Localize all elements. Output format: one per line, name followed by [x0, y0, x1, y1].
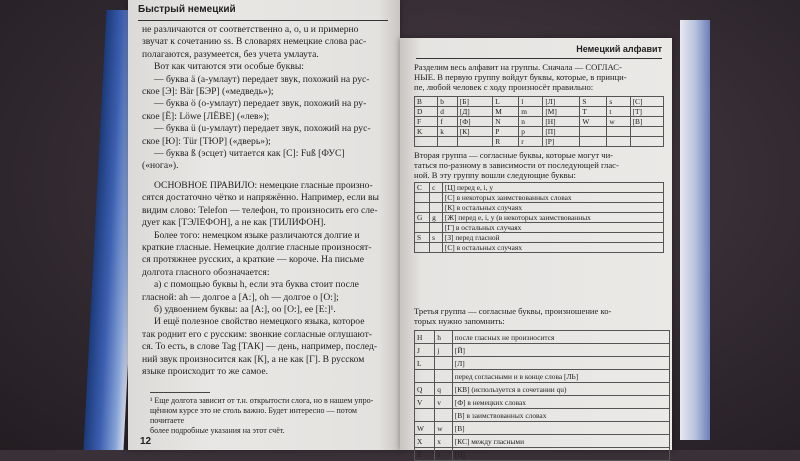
table-row — [415, 448, 670, 461]
table-cell: s — [430, 233, 443, 243]
table-row — [415, 370, 670, 383]
table-cell: [КВ] (используется в сочетании qu) — [452, 383, 669, 396]
table-cell: x — [435, 435, 452, 448]
table-row — [415, 183, 664, 193]
text-line: ся. То есть, в слове Tag [ТАК] — день, например, послед- — [142, 341, 378, 353]
text-line: Вторая группа — согласные буквы, которые могут чи- — [414, 150, 614, 160]
table-cell: g — [430, 213, 443, 223]
table-cell: H — [415, 331, 435, 344]
text-line: краткие гласные. Немецкие долгие гласные произносят- — [142, 242, 372, 254]
table-row — [415, 233, 664, 243]
text-line: пе, любой человек с ходу произносёт правильно: — [414, 82, 594, 92]
table-cell — [415, 193, 430, 203]
text-line: полагаются, разумеется, без учета умлаута. — [142, 48, 319, 60]
table-cell: q — [435, 383, 452, 396]
text-line: ся протяжнее русских, а краткие — короче. На письме — [142, 254, 364, 266]
table-cell: h — [435, 331, 452, 344]
table-row — [415, 203, 664, 213]
text-line: Третья группа — согласные буквы, произношение ко- — [414, 306, 612, 316]
text-line: видим слово: Telefon — телефон, то произносить его сле- — [142, 204, 378, 216]
text-line: — буква ß (эсцет) читается как [С]: Fuß [ФУС] — [154, 148, 345, 160]
table-cell: [Д] — [457, 107, 492, 117]
table-cell: [Ц] перед e, i, y — [442, 183, 663, 193]
table-cell — [415, 243, 430, 253]
table-cell: w — [435, 422, 452, 435]
text-line: И ещё полезное свойство немецкого языка, которое — [154, 316, 365, 328]
table-cell: [Л] — [452, 357, 669, 370]
footnote-line: более подробные указания на этот счёт. — [150, 426, 285, 435]
text-line: звучат к сочетанию ss. В словарях немецкие слова рас- — [142, 36, 367, 48]
text-line: («нога»). — [142, 160, 179, 172]
text-line: ское [Э]: Bär [БЭР] («медведь»); — [142, 86, 274, 98]
table-cell: R — [493, 137, 519, 147]
table-cell: [Г] в остальных случаях — [442, 223, 663, 233]
table-cell: M — [493, 107, 519, 117]
text-line: б) удвоением буквы: aa [А:], oo [О:], ee [Е:]¹. — [154, 304, 336, 316]
table-row — [415, 117, 664, 127]
text-line: ной. В эту группу вошли следующие буквы: — [414, 170, 576, 180]
table-cell: K — [415, 127, 438, 137]
table-cell: [Т] — [630, 107, 663, 117]
table-row — [415, 435, 670, 448]
table-row — [415, 243, 664, 253]
table-cell: V — [415, 396, 435, 409]
table-row — [415, 107, 664, 117]
table-cell: r — [519, 137, 543, 147]
footnote-line: щённом курсе это не столь важно. Будет интересно — потом почитаете — [150, 406, 357, 425]
table-cell: [В] в заимствованных словах — [452, 409, 669, 422]
table-cell — [415, 370, 435, 383]
text-line: сятся достаточно чётко и напряжённо. Например, если вы — [142, 192, 379, 204]
table-cell: P — [493, 127, 519, 137]
table-cell: [С] в остальных случаях — [442, 243, 663, 253]
table-cell: [Л] — [543, 97, 580, 107]
right-intro — [414, 62, 664, 92]
text-line: — буква ü (u-умлаут) передает звук, похожий на рус- — [154, 123, 371, 135]
table-cell: Q — [415, 383, 435, 396]
table-cell: S — [415, 233, 430, 243]
table-cell: [Ф] — [457, 117, 492, 127]
table-cell: [Ц] — [452, 448, 669, 461]
table-row — [415, 357, 670, 370]
right-page — [400, 38, 672, 459]
table-cell — [435, 357, 452, 370]
table-cell: f — [438, 117, 458, 127]
text-line: Вот как читаются эти особые буквы: — [154, 61, 304, 73]
text-line: не различаются от соответственно a, o, u и примерно — [142, 24, 359, 35]
table-cell: [Р] — [543, 137, 580, 147]
book-cover-right — [680, 20, 710, 440]
table-row — [415, 344, 670, 357]
text-line: таться по-разному в зависимости от последующей глас- — [414, 160, 619, 170]
text-line: НЫЕ. В первую группу войдут буквы, которые, в принци- — [414, 72, 627, 82]
text-line: гласной: ah — долгое а [А:], oh — долгое о [О:]; — [142, 291, 339, 303]
text-line: ское [Ё]: Löwe [ЛЁВЕ] («лев»); — [142, 110, 270, 122]
table-cell — [415, 203, 430, 213]
footnote-line: ¹ Еще долгота зависит от т.н. открытости слога, но в нашем упро- — [150, 396, 374, 405]
table-cell: [КС] между гласными — [452, 435, 669, 448]
table-row — [415, 396, 670, 409]
table-cell: j — [435, 344, 452, 357]
text-line: Более того: немецком языке различаются долгие и — [154, 229, 360, 241]
text-line: ний звук произносится как [К], а не как [Г]. В русском — [142, 353, 365, 365]
table-row — [415, 223, 664, 233]
text-line: языке происходит то же самое. — [142, 366, 268, 378]
table-cell: [С] в некоторых заимствованных словах — [442, 193, 663, 203]
table-cell: v — [435, 396, 452, 409]
table-row — [415, 193, 664, 203]
table-cell — [430, 243, 443, 253]
table-cell: W — [580, 117, 607, 127]
left-page-header: Быстрый немецкий — [138, 4, 388, 21]
table-cell: w — [607, 117, 630, 127]
table-cell: [К] в остальных случаях — [442, 203, 663, 213]
table-row — [415, 97, 664, 107]
table-cell: [П] — [543, 127, 580, 137]
table-cell — [630, 127, 663, 137]
table-cell: D — [415, 107, 438, 117]
table-cell — [430, 203, 443, 213]
left-page — [128, 0, 400, 450]
text-line: а) с помощью буквы h, если эта буква стоит после — [154, 279, 359, 291]
table-cell: B — [415, 97, 438, 107]
table-cell — [430, 223, 443, 233]
text-line: ское [Ю]: Tür [ТЮР] («дверь»); — [142, 135, 271, 147]
table-cell: G — [415, 213, 430, 223]
text-line: ОСНОВНОЕ ПРАВИЛО: немецкие гласные произно- — [154, 180, 373, 191]
table-cell: N — [493, 117, 519, 127]
text-line: дует как [ТЭЛЕФОН], а не как [ТИЛИФОН]. — [142, 217, 326, 229]
table-cell: L — [415, 357, 435, 370]
table-cell: b — [438, 97, 458, 107]
table-cell: [Й] — [452, 344, 669, 357]
table-cell: [В] — [630, 117, 663, 127]
table-cell: z — [435, 448, 452, 461]
table-cell — [580, 137, 607, 147]
group3-intro — [414, 306, 664, 326]
table-cell: T — [580, 107, 607, 117]
table-cell — [630, 137, 663, 147]
page-number: 12 — [140, 436, 152, 447]
group2-intro — [414, 150, 664, 180]
table-cell: [С] — [630, 97, 663, 107]
table-cell: m — [519, 107, 543, 117]
table-cell — [430, 193, 443, 203]
table-cell: n — [519, 117, 543, 127]
table-cell: X — [415, 435, 435, 448]
table-cell: [Н] — [543, 117, 580, 127]
table-cell: после гласных не произносится — [452, 331, 669, 344]
table-cell: Z — [415, 448, 435, 461]
text-line: долгота гласного обозначается: — [142, 266, 270, 278]
table-cell — [438, 137, 458, 147]
table-row — [415, 331, 670, 344]
table-cell — [415, 223, 430, 233]
table-cell: L — [493, 97, 519, 107]
table-row — [415, 409, 670, 422]
table-cell: k — [438, 127, 458, 137]
table-row — [415, 213, 664, 223]
table-row — [415, 137, 664, 147]
table-cell — [435, 370, 452, 383]
table-cell: [В] — [452, 422, 669, 435]
consonants-group2-table — [414, 182, 664, 253]
text-line: торых нужно запомнить: — [414, 316, 505, 326]
table-cell: p — [519, 127, 543, 137]
footnote-divider — [150, 392, 210, 393]
footnote — [150, 396, 390, 436]
table-cell: d — [438, 107, 458, 117]
table-cell — [435, 409, 452, 422]
table-cell — [607, 127, 630, 137]
table-cell: [Ф] в немецких словах — [452, 396, 669, 409]
table-cell: l — [519, 97, 543, 107]
table-cell: J — [415, 344, 435, 357]
table-cell: перед согласными и в конце слова [ЛЬ] — [452, 370, 669, 383]
consonants-group1-table — [414, 96, 664, 147]
table-cell — [415, 409, 435, 422]
table-cell: [М] — [543, 107, 580, 117]
consonants-group3-table — [414, 330, 670, 461]
table-cell — [580, 127, 607, 137]
table-cell: [З] перед гласной — [442, 233, 663, 243]
text-line: — буква ä (а-умлаут) передает звук, похожий на рус- — [154, 73, 370, 85]
table-cell: t — [607, 107, 630, 117]
text-line: так роднит его с русским: звонкие согласные оглушают- — [142, 328, 372, 340]
table-cell: s — [607, 97, 630, 107]
text-line: — буква ö (о-умлаут) передает звук, похожий на ру- — [154, 98, 367, 110]
right-page-header: Немецкий алфавит — [416, 44, 662, 59]
table-cell: [Б] — [457, 97, 492, 107]
table-cell — [607, 137, 630, 147]
left-intro-text — [142, 24, 390, 173]
table-row — [415, 127, 664, 137]
table-cell: C — [415, 183, 430, 193]
table-row — [415, 383, 670, 396]
table-cell: F — [415, 117, 438, 127]
table-cell: c — [430, 183, 443, 193]
table-cell: S — [580, 97, 607, 107]
table-cell: W — [415, 422, 435, 435]
table-cell: [Ж] перед e, i, y (в некоторых заимствованных — [442, 213, 663, 223]
text-line: Разделим весь алфавит на группы. Сначала — СОГЛАС- — [414, 62, 622, 72]
table-cell — [457, 137, 492, 147]
table-row — [415, 422, 670, 435]
table-cell: [К] — [457, 127, 492, 137]
left-rule-text — [142, 180, 390, 379]
table-cell — [415, 137, 438, 147]
